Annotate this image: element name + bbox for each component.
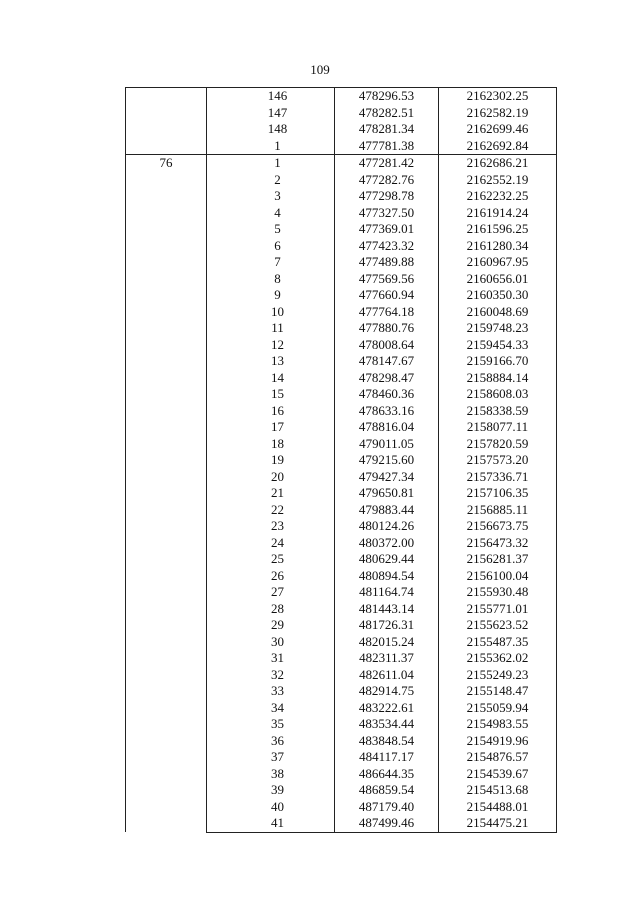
point-number-cell: 29: [207, 617, 335, 634]
point-number-cell: 3: [207, 188, 335, 205]
x-coordinate-cell: 478282.51: [335, 105, 439, 122]
x-coordinate-cell: 478816.04: [335, 419, 439, 436]
x-coordinate-cell: 477764.18: [335, 304, 439, 321]
y-coordinate-cell: 2156100.04: [439, 568, 557, 585]
y-coordinate-cell: 2154475.21: [439, 815, 557, 832]
y-coordinate-cell: 2162686.21: [439, 155, 557, 172]
point-number-cell: 16: [207, 403, 335, 420]
point-number-cell: 17: [207, 419, 335, 436]
point-number-cell: 2: [207, 172, 335, 189]
point-number-cell: 28: [207, 601, 335, 618]
point-number-cell: 23: [207, 518, 335, 535]
point-number-cell: 9: [207, 287, 335, 304]
y-coordinate-cell: 2158608.03: [439, 386, 557, 403]
x-coordinate-cell: 482611.04: [335, 667, 439, 684]
x-coordinate-cell: 477880.76: [335, 320, 439, 337]
table-row: [126, 155, 557, 172]
y-coordinate-cell: 2155059.94: [439, 700, 557, 717]
y-coordinate-cell: 2154919.96: [439, 733, 557, 750]
point-number-cell: 6: [207, 238, 335, 255]
y-coordinate-cell: 2160350.30: [439, 287, 557, 304]
y-coordinate-cell: 2154983.55: [439, 716, 557, 733]
y-coordinate-cell: 2161596.25: [439, 221, 557, 238]
y-coordinate-cell: 2158077.11: [439, 419, 557, 436]
x-coordinate-cell: 477660.94: [335, 287, 439, 304]
x-coordinate-cell: 478298.47: [335, 370, 439, 387]
point-number-cell: 19: [207, 452, 335, 469]
x-coordinate-cell: 479650.81: [335, 485, 439, 502]
y-coordinate-cell: 2157820.59: [439, 436, 557, 453]
section-number-cell: 76: [126, 155, 207, 833]
y-coordinate-cell: 2159748.23: [439, 320, 557, 337]
x-coordinate-cell: 481726.31: [335, 617, 439, 634]
y-coordinate-cell: 2159166.70: [439, 353, 557, 370]
point-number-cell: 31: [207, 650, 335, 667]
x-coordinate-cell: 477781.38: [335, 138, 439, 155]
point-number-cell: 5: [207, 221, 335, 238]
point-number-cell: 8: [207, 271, 335, 288]
x-coordinate-cell: 481443.14: [335, 601, 439, 618]
y-coordinate-cell: 2162582.19: [439, 105, 557, 122]
x-coordinate-cell: 477281.42: [335, 155, 439, 172]
point-number-cell: 148: [207, 121, 335, 138]
y-coordinate-cell: 2162232.25: [439, 188, 557, 205]
x-coordinate-cell: 478281.34: [335, 121, 439, 138]
point-number-cell: 24: [207, 535, 335, 552]
y-coordinate-cell: 2158338.59: [439, 403, 557, 420]
x-coordinate-cell: 480629.44: [335, 551, 439, 568]
x-coordinate-cell: 480372.00: [335, 535, 439, 552]
x-coordinate-cell: 477282.76: [335, 172, 439, 189]
point-number-cell: 35: [207, 716, 335, 733]
y-coordinate-cell: 2154876.57: [439, 749, 557, 766]
y-coordinate-cell: 2162692.84: [439, 138, 557, 155]
point-number-cell: 27: [207, 584, 335, 601]
x-coordinate-cell: 478460.36: [335, 386, 439, 403]
y-coordinate-cell: 2157106.35: [439, 485, 557, 502]
coordinates-table-body: [126, 88, 557, 833]
x-coordinate-cell: 477569.56: [335, 271, 439, 288]
x-coordinate-cell: 481164.74: [335, 584, 439, 601]
y-coordinate-cell: 2156473.32: [439, 535, 557, 552]
point-number-cell: 39: [207, 782, 335, 799]
point-number-cell: 20: [207, 469, 335, 486]
point-number-cell: 14: [207, 370, 335, 387]
table-row: [126, 88, 557, 105]
x-coordinate-cell: 479215.60: [335, 452, 439, 469]
y-coordinate-cell: 2156281.37: [439, 551, 557, 568]
y-coordinate-cell: 2157573.20: [439, 452, 557, 469]
x-coordinate-cell: 479427.34: [335, 469, 439, 486]
point-number-cell: 25: [207, 551, 335, 568]
y-coordinate-cell: 2160967.95: [439, 254, 557, 271]
y-coordinate-cell: 2162302.25: [439, 88, 557, 105]
x-coordinate-cell: 477423.32: [335, 238, 439, 255]
x-coordinate-cell: 487179.40: [335, 799, 439, 816]
x-coordinate-cell: 483848.54: [335, 733, 439, 750]
point-number-cell: 41: [207, 815, 335, 832]
y-coordinate-cell: 2154539.67: [439, 766, 557, 783]
point-number-cell: 7: [207, 254, 335, 271]
point-number-cell: 15: [207, 386, 335, 403]
x-coordinate-cell: 483534.44: [335, 716, 439, 733]
x-coordinate-cell: 478008.64: [335, 337, 439, 354]
y-coordinate-cell: 2155487.35: [439, 634, 557, 651]
section-number-cell: [126, 88, 207, 155]
point-number-cell: 37: [207, 749, 335, 766]
point-number-cell: 30: [207, 634, 335, 651]
y-coordinate-cell: 2155362.02: [439, 650, 557, 667]
y-coordinate-cell: 2160656.01: [439, 271, 557, 288]
point-number-cell: 33: [207, 683, 335, 700]
point-number-cell: 11: [207, 320, 335, 337]
point-number-cell: 38: [207, 766, 335, 783]
y-coordinate-cell: 2156673.75: [439, 518, 557, 535]
point-number-cell: 146: [207, 88, 335, 105]
y-coordinate-cell: 2158884.14: [439, 370, 557, 387]
y-coordinate-cell: 2155771.01: [439, 601, 557, 618]
x-coordinate-cell: 482311.37: [335, 650, 439, 667]
y-coordinate-cell: 2159454.33: [439, 337, 557, 354]
y-coordinate-cell: 2162552.19: [439, 172, 557, 189]
point-number-cell: 36: [207, 733, 335, 750]
y-coordinate-cell: 2161280.34: [439, 238, 557, 255]
y-coordinate-cell: 2155249.23: [439, 667, 557, 684]
x-coordinate-cell: 477327.50: [335, 205, 439, 222]
y-coordinate-cell: 2155930.48: [439, 584, 557, 601]
x-coordinate-cell: 483222.61: [335, 700, 439, 717]
x-coordinate-cell: 479011.05: [335, 436, 439, 453]
point-number-cell: 1: [207, 138, 335, 155]
point-number-cell: 18: [207, 436, 335, 453]
x-coordinate-cell: 484117.17: [335, 749, 439, 766]
x-coordinate-cell: 477489.88: [335, 254, 439, 271]
y-coordinate-cell: 2154513.68: [439, 782, 557, 799]
x-coordinate-cell: 478147.67: [335, 353, 439, 370]
x-coordinate-cell: 482015.24: [335, 634, 439, 651]
y-coordinate-cell: 2162699.46: [439, 121, 557, 138]
point-number-cell: 21: [207, 485, 335, 502]
x-coordinate-cell: 480894.54: [335, 568, 439, 585]
y-coordinate-cell: 2155623.52: [439, 617, 557, 634]
y-coordinate-cell: 2160048.69: [439, 304, 557, 321]
y-coordinate-cell: 2154488.01: [439, 799, 557, 816]
point-number-cell: 12: [207, 337, 335, 354]
x-coordinate-cell: 477369.01: [335, 221, 439, 238]
point-number-cell: 34: [207, 700, 335, 717]
x-coordinate-cell: 477298.78: [335, 188, 439, 205]
x-coordinate-cell: 486644.35: [335, 766, 439, 783]
point-number-cell: 10: [207, 304, 335, 321]
y-coordinate-cell: 2156885.11: [439, 502, 557, 519]
x-coordinate-cell: 478633.16: [335, 403, 439, 420]
point-number-cell: 40: [207, 799, 335, 816]
point-number-cell: 1: [207, 155, 335, 172]
x-coordinate-cell: 482914.75: [335, 683, 439, 700]
y-coordinate-cell: 2161914.24: [439, 205, 557, 222]
x-coordinate-cell: 478296.53: [335, 88, 439, 105]
point-number-cell: 4: [207, 205, 335, 222]
y-coordinate-cell: 2155148.47: [439, 683, 557, 700]
y-coordinate-cell: 2157336.71: [439, 469, 557, 486]
point-number-cell: 32: [207, 667, 335, 684]
coordinates-table: [125, 87, 557, 833]
point-number-cell: 26: [207, 568, 335, 585]
x-coordinate-cell: 479883.44: [335, 502, 439, 519]
x-coordinate-cell: 480124.26: [335, 518, 439, 535]
point-number-cell: 147: [207, 105, 335, 122]
x-coordinate-cell: 487499.46: [335, 815, 439, 832]
page-number: 109: [310, 62, 330, 77]
point-number-cell: 13: [207, 353, 335, 370]
point-number-cell: 22: [207, 502, 335, 519]
x-coordinate-cell: 486859.54: [335, 782, 439, 799]
